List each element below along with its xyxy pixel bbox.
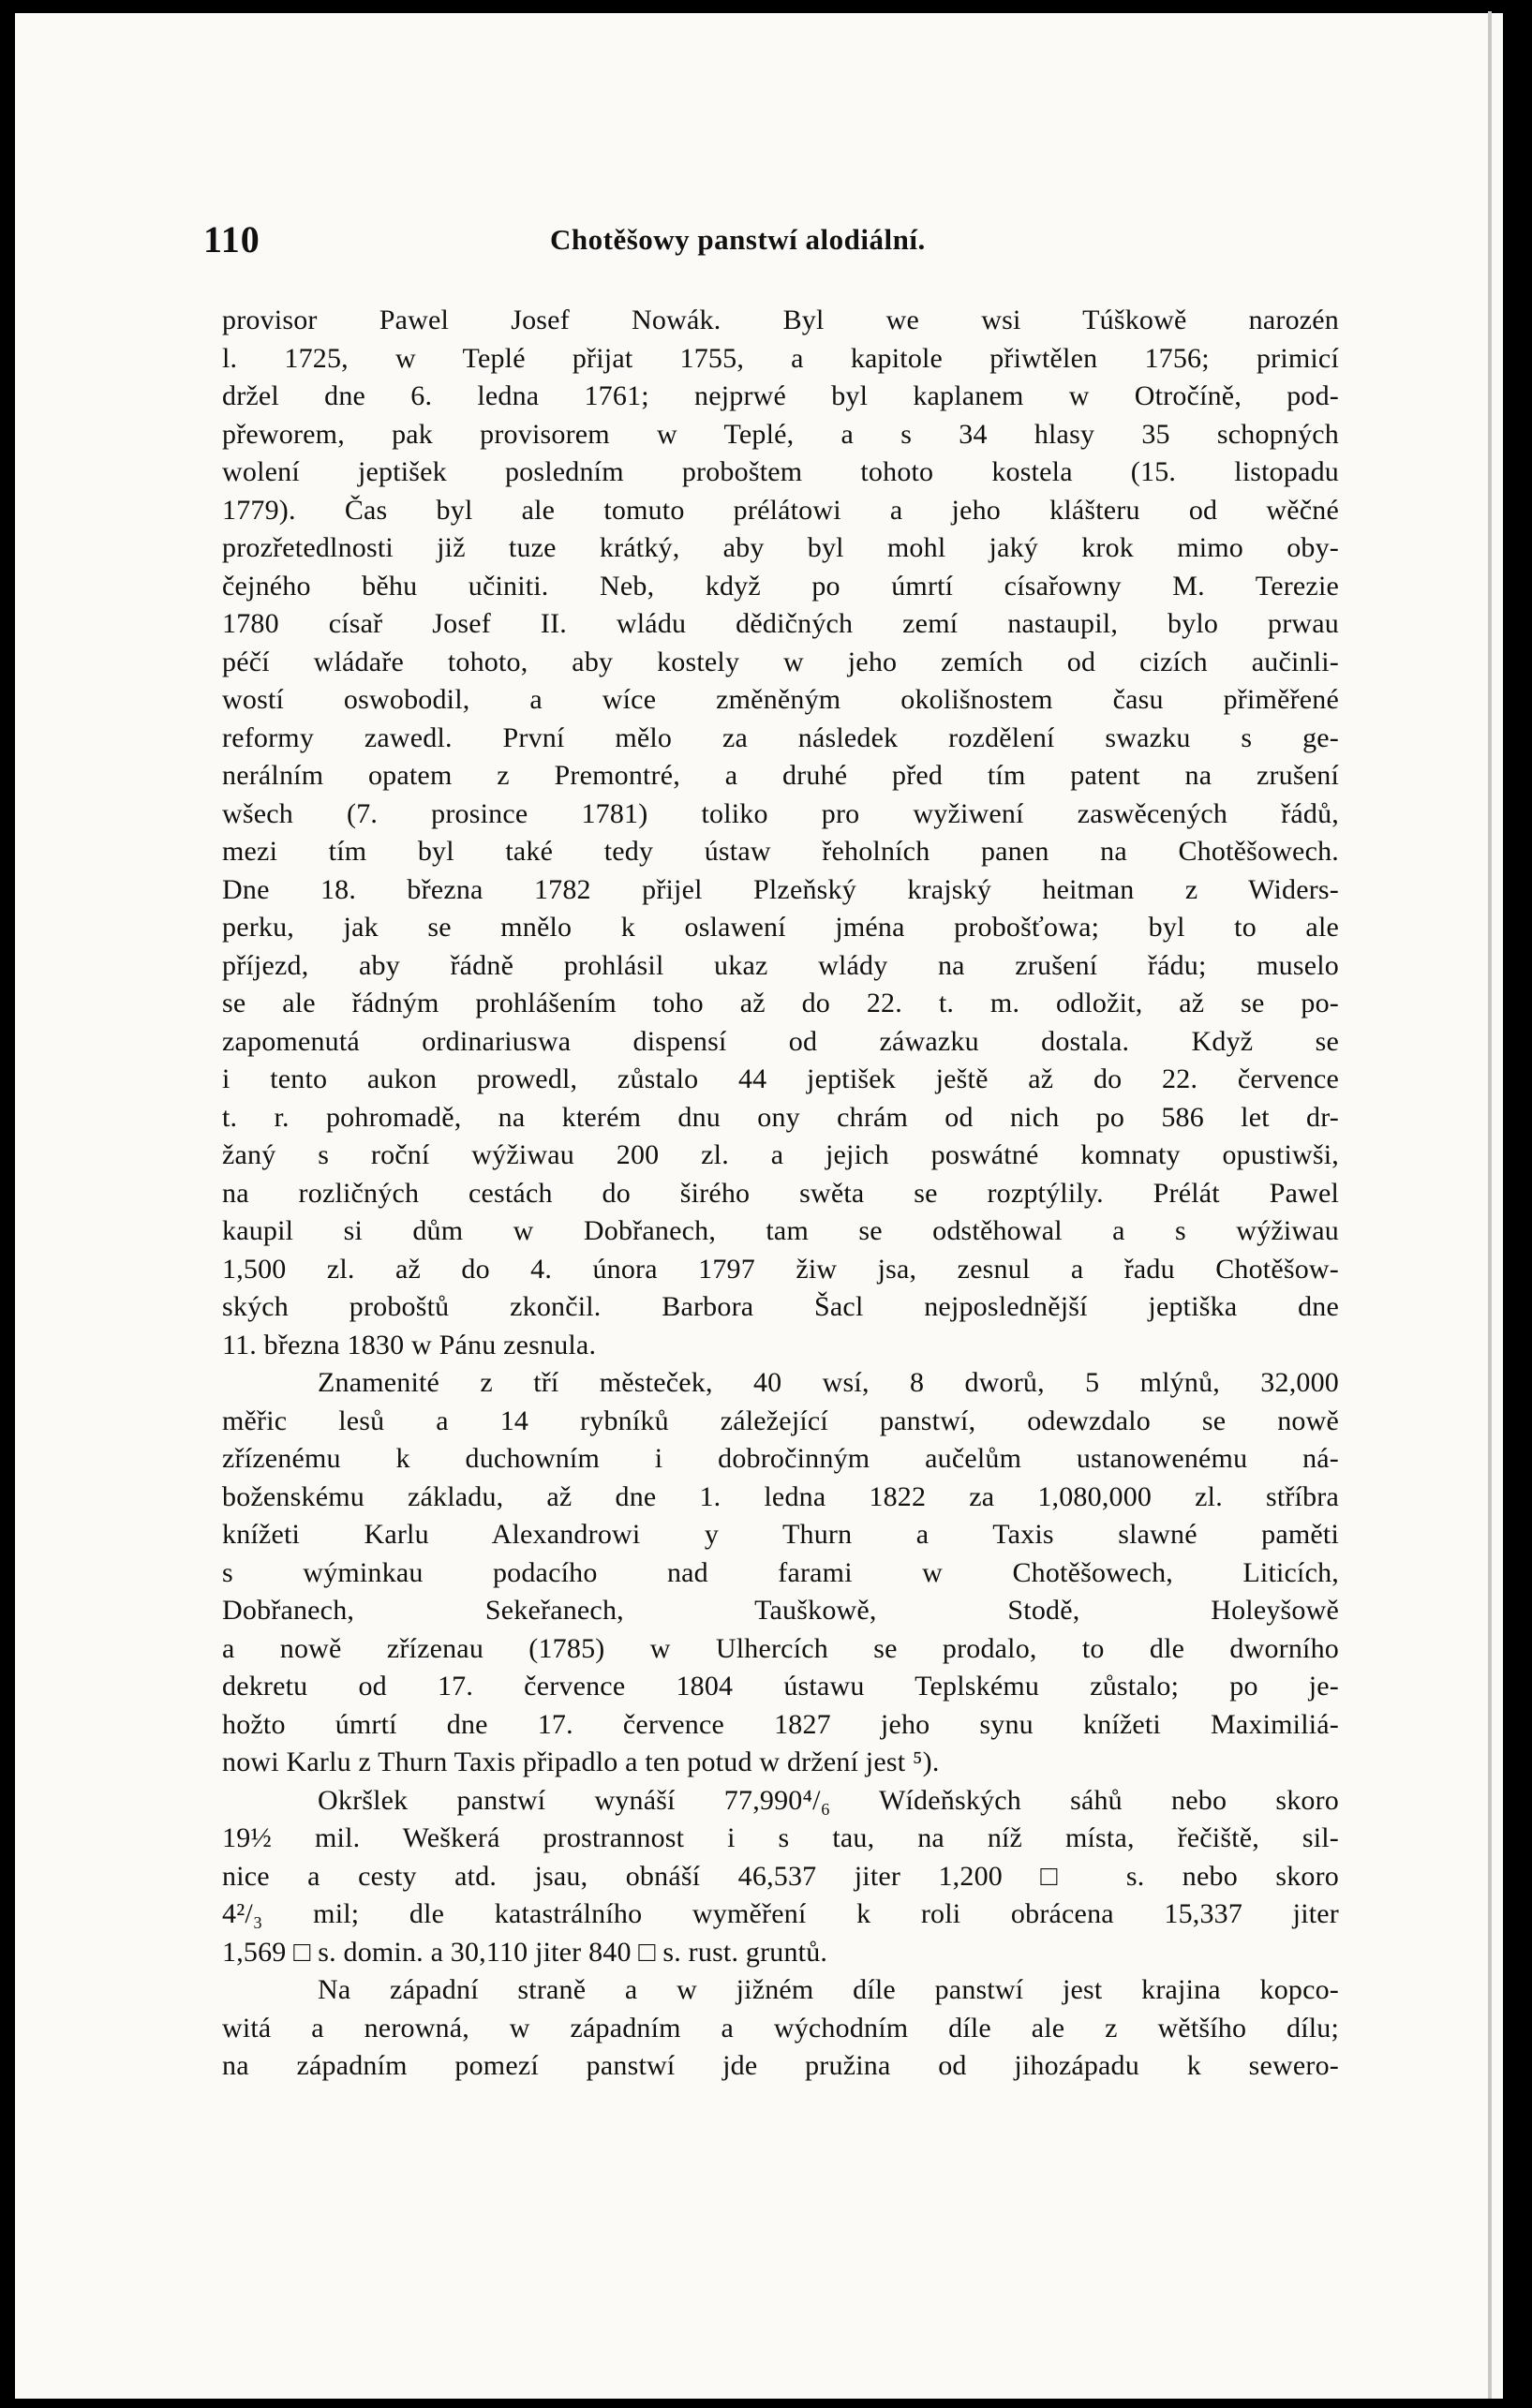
text-line: příjezd, aby řádně prohlásil ukaz wlády na zrušení řádu; muselo xyxy=(222,949,1339,981)
text-line: kaupil si dům w Dobřanech, tam se odstěhowal a s wýžiwau xyxy=(222,1215,1339,1246)
text-line: Znamenité z tří městeček, 40 wsí, 8 dworů, 5 mlýnů, 32,000 xyxy=(318,1367,1339,1398)
text-line: se ale řádným prohlášením toho až do 22. t. m. odložit, až se po- xyxy=(222,988,1339,1018)
text-line: l. 1725, w Teplé přijat 1755, a kapitole přiwtělen 1756; primicí xyxy=(222,342,1339,374)
text-line: prozřetedlnosti již tuze krátký, aby byl mohl jaký krok mimo oby- xyxy=(222,532,1339,563)
text-line: hožto úmrtí dne 17. července 1827 jeho synu knížeti Maximiliá- xyxy=(222,1708,1339,1740)
text-line: perku, jak se mnělo k oslawení jména probošťowa; byl to ale xyxy=(222,912,1339,943)
text-line: reformy zawedl. První mělo za následek rozdělení swazku s ge- xyxy=(222,721,1339,753)
text-line: na rozličných cestách do širého swěta se rozptýlily. Prélát Pawel xyxy=(222,1177,1339,1209)
text-line: přeworem, pak provisorem w Teplé, a s 34 hlasy 35 schopných xyxy=(222,418,1339,450)
text-line: držel dne 6. ledna 1761; nejprwé byl kaplanem w Otročíně, pod- xyxy=(222,380,1339,411)
text-line: 1,500 zl. až do 4. února 1797 žiw jsa, zesnul a řadu Chotěšow- xyxy=(222,1253,1339,1285)
text-line: s wýminkau podacího nad farami w Chotěšowech, Liticích, xyxy=(222,1556,1339,1588)
text-line: 1780 císař Josef II. wládu dědičných zemí nastaupil, bylo prwau xyxy=(222,608,1339,639)
text-line: 19½ mil. Weškerá prostrannost i s tau, na níž místa, řečiště, sil- xyxy=(222,1822,1339,1853)
text-line: Na západní straně a w jižném díle panstwí jest krajina kopco- xyxy=(318,1974,1339,2005)
text-line: nice a cesty atd. jsau, obnáší 46,537 jiter 1,200 □ s. nebo skoro xyxy=(222,1860,1339,1892)
text-line: zapomenutá ordinariuswa dispensí od záwazku dostala. Když se xyxy=(222,1025,1339,1057)
text-line: 4²/₃ mil; dle katastrálního wyměření k roli obrácena 15,337 jiter xyxy=(222,1898,1339,1929)
text-line: boženskému základu, až dne 1. ledna 1822 za 1,080,000 zl. stříbra xyxy=(222,1480,1339,1512)
page-edge xyxy=(1488,11,1492,2399)
text-line: péčí wládaře tohoto, aby kostely w jeho zemích od cizích aučinli- xyxy=(222,646,1339,677)
page-header xyxy=(203,217,1339,274)
text-line: provisor Pawel Josef Nowák. Byl we wsi Túškowě narozén xyxy=(222,305,1339,335)
text-line: a nowě zřízenau (1785) w Ulhercích se prodalo, to dle dworního xyxy=(222,1632,1339,1664)
text-line: knížeti Karlu Alexandrowi y Thurn a Taxis slawné paměti xyxy=(222,1519,1339,1550)
text-line: t. r. pohromadě, na kterém dnu ony chrám od nich po 586 let dr- xyxy=(222,1101,1339,1133)
text-line: witá a nerowná, w západním a wýchodním díle ale z wětšího dílu; xyxy=(222,2012,1339,2044)
text-line: mezi tím byl také tedy ústaw řeholních panen na Chotěšowech. xyxy=(222,836,1339,867)
text-line: wolení jeptišek posledním proboštem tohoto kostela (15. listopadu xyxy=(222,456,1339,487)
text-line: na západním pomezí panstwí jde pružina od jihozápadu k sewero- xyxy=(222,2050,1339,2081)
text-line: čejného běhu učiniti. Neb, když po úmrtí císařowny M. Terezie xyxy=(222,570,1339,602)
text-line: měřic lesů a 14 rybníků záležející panstwí, odewzdalo se nowě xyxy=(222,1405,1339,1436)
text-line: dekretu od 17. července 1804 ústawu Teplskému zůstalo; po je- xyxy=(222,1671,1339,1702)
text-line: 1,569 □ s. domin. a 30,110 jiter 840 □ s. rust. gruntů. xyxy=(222,1936,828,1968)
text-line: žaný s roční wýžiwau 200 zl. a jejich poswátné komnaty opustiwši, xyxy=(222,1139,1339,1170)
text-line: wšech (7. prosince 1781) toliko pro wyžiwení zaswěcených řádů, xyxy=(222,797,1339,829)
text-line: nerálním opatem z Premontré, a druhé před tím patent na zrušení xyxy=(222,760,1339,791)
text-line: ských proboštů zkončil. Barbora Šacl nejposlednější jeptiška dne xyxy=(222,1291,1339,1322)
text-line: 1779). Čas byl ale tomuto prélátowi a jeho klášteru od wěčné xyxy=(222,494,1339,526)
running-title: Chotěšowy panstwí alodiální. xyxy=(550,223,926,256)
text-line: 11. března 1830 w Pánu zesnula. xyxy=(222,1329,597,1360)
text-line: Okršlek panstwí wynáší 77,990⁴/₆ Wídeňských sáhů nebo skoro xyxy=(318,1784,1339,1816)
text-line: i tento aukon prowedl, zůstalo 44 jeptišek ještě až do 22. července xyxy=(222,1063,1339,1094)
text-line: zřízenému k duchowním i dobročinným aučelům ustanowenému ná- xyxy=(222,1443,1339,1474)
text-line: nowi Karlu z Thurn Taxis připadlo a ten potud w držení jest ⁵). xyxy=(222,1747,940,1777)
page-number: 110 xyxy=(203,218,260,260)
text-line: Dobřanech, Sekeřanech, Tauškowě, Stodě, Holeyšowě xyxy=(222,1595,1339,1626)
body-text xyxy=(222,302,1339,2086)
text-line: wostí oswobodil, a wíce změněným okolišnostem času přiměřené xyxy=(222,684,1339,715)
scan-border xyxy=(1503,0,1532,2408)
text-line: Dne 18. března 1782 přijel Plzeňský krajský heitman z Widers- xyxy=(222,873,1339,905)
